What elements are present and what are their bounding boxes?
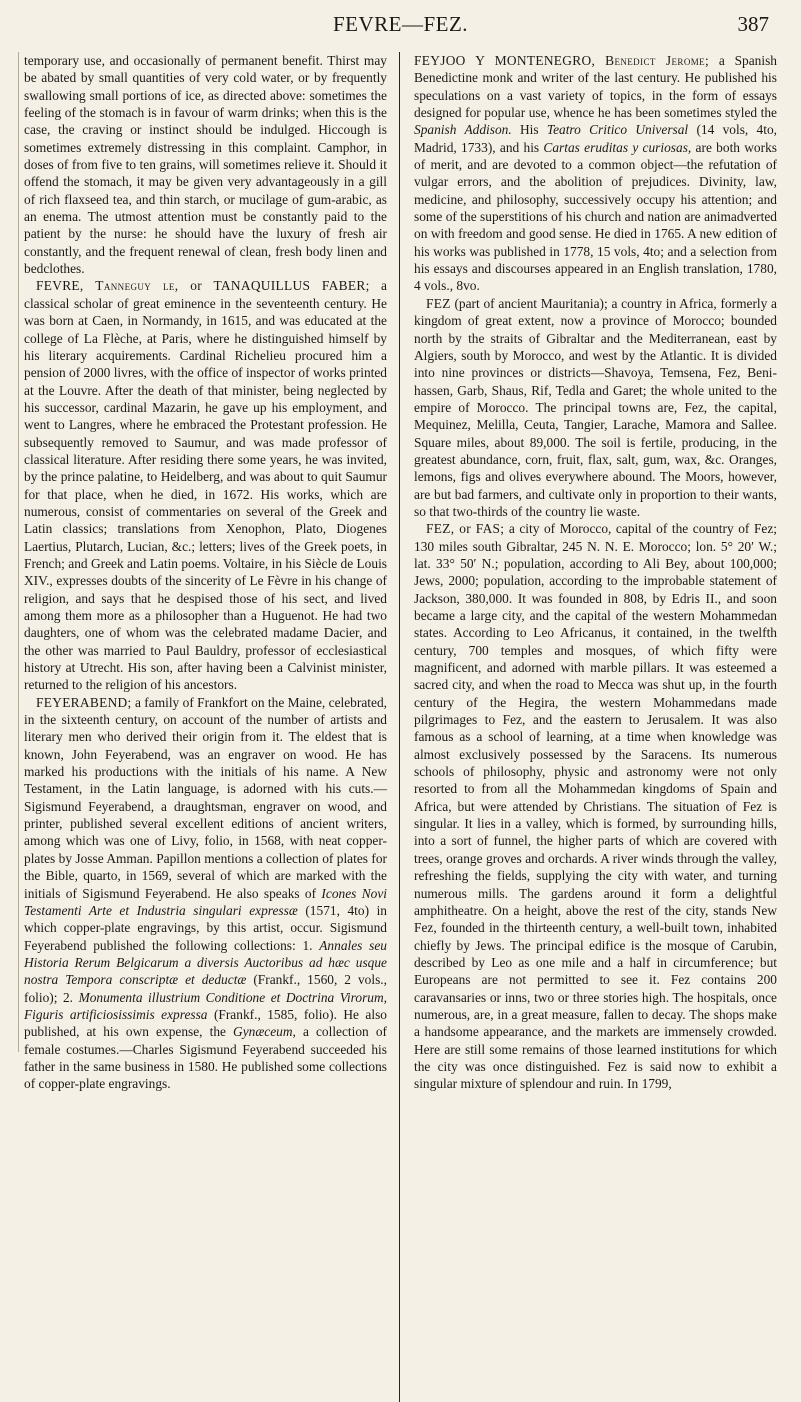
paragraph-text: a classical scholar of great eminence in the seventeenth century. He was born at Caen, in Normandy, in 1615, and was educated at the college of La Flèche, at Paris, where he distinguished himself by his literary acquirements. Cardinal Richelieu procured him a pension of 2000 livres, with the office of inspector of works printed at the Louvre. After the death of that minister, being neglected by his successor, cardinal Mazarin, he gave up his employment, and went to Langres, where he embraced the Protestant profession. He subsequently removed to Saumur, and was made professor of classical literature. After residing there some years, he was invited, by the prince palatine, to Heidelberg, and was about to quit Saumur for that place, when he died, in 1672. His works, which are numerous, consist of commentaries on several of the Greek and Latin classics; translations from Xenophon, Plato, Diogenes Laertius, Plutarch, Lucian, &c.; letters; lives of the Greek poets, in French; and Greek and Latin poems. Voltaire, in his Siècle de Louis XIV., expresses doubts of the sincerity of Le Fèvre in his change of religion, and says that he despised those of his sect, and lived among them more as a philosopher than a Huguenot. He had two daughters, one of whom was the celebrated madame Dacier, and the other was married to Paul Bauldry, professor of ecclesiastical history at Utrecht. His son, after having been a Calvinist minister, returned to the religion of his ancestors.	[24, 278, 387, 693]
paragraph-text: (Frankf., 1585, folio). He also published, at his own expense, the	[24, 1006, 387, 1040]
left-column	[24, 52, 387, 1093]
headword: FEZ, or FAS;	[426, 521, 505, 537]
headword: FEYERABEND;	[36, 694, 132, 710]
italic-title: Cartas eruditas y curiosas,	[543, 139, 692, 155]
italic-title: Annales seu Historia Rerum Belgicarum a diversis Auctoribus ad hæc usque nostra Tempora conscriptæ et deductæ	[24, 937, 387, 988]
left-margin-stain	[18, 52, 19, 1052]
italic-title: Spanish Addison.	[414, 122, 512, 138]
page-header	[0, 8, 801, 48]
paragraph-text: a city of Morocco, capital of the country of Fez; 130 miles south Gibraltar, 245 N. N. E. Morocco; lon. 5° 20′ W.; lat. 33° 50′ N.; population, according to Ali Bey, about 100,000; Jews, 2000; population, according to the improbable statement of Jackson, 380,000. It was founded in 808, by Edris II., and soon became a large city, and the capital of the western Mohammedan states. According to Leo Africanus, it contained, in the twelfth century, 700 temples and mosques, of which fifty were magnificent, and adorned with marble pillars. It was esteemed a sacred city, and when the road to Mecca was shut up, in the fourth century of the Hegira, the western Mohammedans made pilgrimages to Fez, and the eastern to Jerusalem. It was also famous as a school of learning, at a time when knowledge was almost exclusively possessed by the Saracens. Its numerous schools of philosophy, physic and astronomy were not only resorted to from all the Mohammedan kingdoms of Spain and Africa, but were attended by Christians. The situation of Fez is singular. It lies in a valley, which is formed, by surrounding hills, into a sort of funnel, the higher parts of which are covered with trees, orange groves and orchards. A river winds through the valley, refreshing the fields, supplying the city with water, and turning numerous mills. The gardens around it form a delightful amphitheatre. On a height, above the rest of the city, stands New Fez, founded in the thirteenth century, a well-built town, inhabited chiefly by Jews. The principal edifice is the mosque of Carubin, described by Leo as one mile and a half in circumference; but Europeans are not permitted to see it. Fez contains 200 caravansaries or inns, two or three stories high. The hospitals, once numerous, are, in a great measure, fallen to decay. The shops make a handsome appearance, and the markets are immensely crowded. Here are still some remains of those learned institutions for which the city was once distinguished. Fez is said now to exhibit a singular mixture of splendour and ruin. In 1799,	[414, 521, 777, 1092]
paragraph-text: are both works of merit, and are devoted to a common object—the refutation of vulgar errors, and the abolition of prejudices. Divinity, law, medicine, and philosophy, successively occupy his attention; and some of the superstitions of his church and nation are animadverted on with freedom and good sense. He died in 1765. A new edition of his works was published in 1778, 15 vols, 4to; and a selection from his essays and discourses appeared in an English translation, 1780, 4 vols., 8vo.	[414, 139, 777, 294]
paragraph-text: a collection of female costumes.—Charles Sigismund Feyerabend succeeded his father in the same business in 1580. He published some collections of copper-plate engravings.	[24, 1024, 387, 1092]
paragraph-text: a family of Frankfort on the Maine, celebrated, in the sixteenth century, on account of the number of artists and literary men who derived their origin from it. The eldest that is known, John Feyerabend, was an engraver on wood. He has marked his productions with the initials of his name. A New Testament, in the Latin language, is adorned with his cuts.—Sigismund Feyerabend, a draughtsman, engraver on wood, and printer, published several excellent editions of ancient writers, among which was one of Livy, folio, in 1568, with neat copper-plates by Josse Amman. Papillon mentions a collection of plates for the Bible, quarto, in 1569, several of which are marked with the initials of Sigismund Feyerabend. He also speaks of	[24, 694, 387, 901]
entry-fever-continuation	[24, 52, 387, 277]
entry-feyjoo	[414, 52, 777, 295]
headword-latin: or TANAQUILLUS FABER;	[178, 278, 370, 294]
page-number: 387	[737, 12, 769, 36]
headword: FEZ	[426, 295, 451, 311]
entry-fevre	[24, 277, 387, 693]
italic-title: Gynæceum,	[233, 1024, 296, 1040]
paragraph-text: a Spanish Benedictine monk and writer of the last century. He published his speculations on a vast variety of topics, in the form of essays designed for popular use, whence he has been sometimes styled the	[414, 53, 777, 121]
entry-fez-country	[414, 295, 777, 520]
paragraph-text: (part of ancient Mauritania); a country in Africa, formerly a kingdom of great extent, now a province of Morocco; bounded north by the straits of Gibraltar and the Mediterranean, east by Algiers, south by Morocco, and west by the Atlantic. It is divided into nine provinces or districts—Shavoya, Temsena, Fez, Beni-hassen, Garb, Shaus, Rif, Tedla and Garet; the whole united to the empire of Morocco. The principal towns are, Fez, the capital, Mequinez, Melilla, Ceuta, Tangier, Larache, Mamora and Sallee. Square miles, about 89,000. The soil is fertile, producing, in the greatest abundance, corn, fruit, flax, salt, gum, wax, &c. Oranges, lemons, figs and olives everywhere abound. The Moors, however, are but bad farmers, and cultivate only in proportion to their wants, so that two-thirds of the country lie waste.	[414, 295, 777, 519]
entry-feyerabend	[24, 694, 387, 1093]
headword: FEYJOO Y MONTENEGRO,	[414, 53, 606, 68]
column-divider	[399, 52, 400, 1402]
paragraph-text: temporary use, and occasionally of permanent benefit. Thirst may be abated by small quantities of very cold water, or by frequently swallowing small portions of ice, as directed above: sometimes the feeling of the stomach is in favour of warm drinks; when this is the case, the craving or instinct should be indulged. Hiccough is sometimes extremely distressing in this complaint. Camphor, in doses of from five to ten grains, will sometimes relieve it. Should it offend the stomach, it may be given very advantageously in a gill of rich flaxseed tea, and thin starch, or mucilage of gum-arabic, as an enema. The utmost attention must be constantly paid to the patient by the nurse: he should have the luxury of fresh air constantly, and the frequent renewal of clean, fresh body linen and bedclothes.	[24, 53, 387, 277]
headword-smallcaps: Benedict Jerome;	[605, 53, 710, 68]
paragraph-text: (Frankf., 1560, 2 vols., folio); 2.	[24, 972, 387, 1005]
paragraph-text: His	[511, 122, 547, 138]
right-column	[414, 52, 777, 1093]
headword-smallcaps: Tanneguy le,	[95, 278, 179, 294]
headword: FEVRE,	[36, 278, 96, 294]
running-head: FEVRE—FEZ.	[332, 12, 469, 36]
italic-title: Teatro Critico Universal	[546, 122, 689, 138]
italic-title: Monumenta illustrium Conditione et Doctrina Virorum, Figuris artificiosissimis expressa	[24, 989, 387, 1022]
paragraph-text: (1571, 4to) in which copper-plate engravings, by this artist, occur. Sigismund Feyerabend published the following collections: 1.	[24, 902, 387, 953]
entry-fez-city	[414, 520, 777, 1092]
paragraph-text: (14 vols, 4to, Madrid, 1733), and his	[414, 122, 777, 155]
italic-title: Icones Novi Testamenti Arte et Industria singulari expressæ	[24, 885, 387, 918]
